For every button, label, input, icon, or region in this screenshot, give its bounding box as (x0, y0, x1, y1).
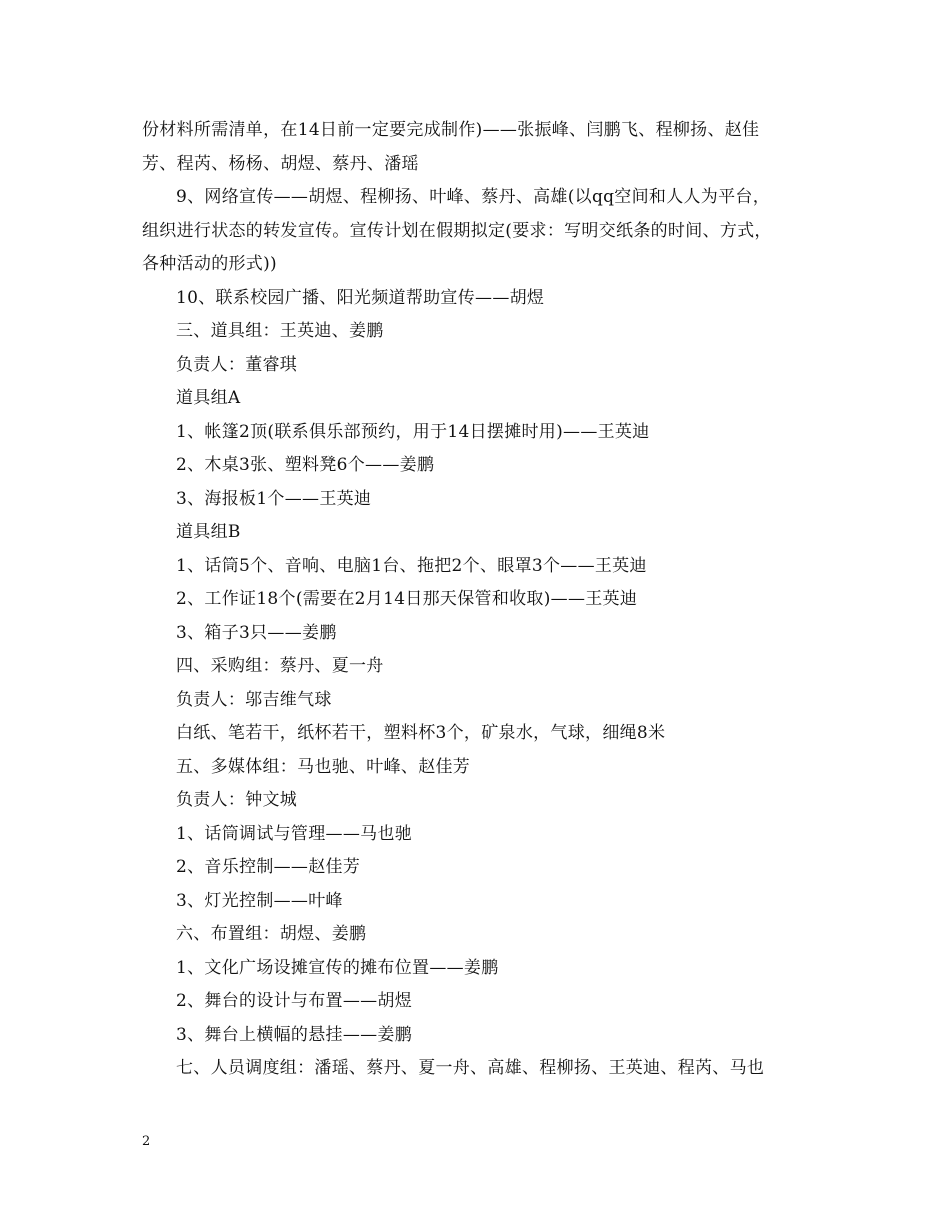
text-line: 2、木桌3张、塑料凳6个——姜鹏 (176, 455, 435, 475)
text-line: 五、多媒体组：马也驰、叶峰、赵佳芳 (176, 756, 471, 777)
text-line: 组织进行状态的转发宣传。宣传计划在假期拟定(要求：写明交纸条的时间、方式， (142, 220, 772, 241)
text-line: 道具组B (176, 522, 241, 542)
text-line: 3、灯光控制——叶峰 (176, 890, 343, 911)
text-line: 芳、程芮、杨杨、胡煜、蔡丹、潘瑶 (142, 153, 419, 174)
text-line: 四、采购组：蔡丹、夏一舟 (176, 656, 384, 676)
text-line: 3、舞台上横幅的悬挂——姜鹏 (176, 1024, 413, 1045)
text-line: 3、箱子3只——姜鹏 (176, 622, 337, 643)
text-line: 3、海报板1个——王英迪 (176, 488, 372, 509)
text-line: 三、道具组：王英迪、姜鹏 (176, 321, 384, 341)
text-line: 2、工作证18个(需要在2月14日那天保管和收取)——王英迪 (176, 589, 638, 609)
text-line: 1、话筒5个、音响、电脑1台、拖把2个、眼罩3个——王英迪 (176, 555, 647, 576)
text-line: 9、网络宣传——胡煜、程柳扬、叶峰、蔡丹、高雄(以qq空间和人人为平台， (176, 187, 771, 207)
text-line: 七、人员调度组：潘瑶、蔡丹、夏一舟、高雄、程柳扬、王英迪、程芮、马也 (176, 1058, 765, 1078)
text-line: 2、舞台的设计与布置——胡煜 (176, 991, 413, 1011)
text-line: 负责人：钟文城 (176, 790, 298, 810)
text-line: 份材料所需清单，在14日前一定要完成制作)——张振峰、闫鹏飞、程柳扬、赵佳 (142, 120, 760, 140)
text-line: 负责人：邬吉维气球 (176, 689, 332, 710)
text-line: 负责人：董睿琪 (176, 354, 298, 375)
text-line: 1、文化广场设摊宣传的摊布位置——姜鹏 (176, 957, 499, 978)
page-number: 2 (142, 1134, 151, 1149)
text-line: 道具组A (176, 388, 241, 408)
text-line: 1、帐篷2顶(联系俱乐部预约，用于14日摆摊时用)——王英迪 (176, 421, 650, 442)
text-line: 各种活动的形式)) (142, 254, 277, 274)
text-line: 六、布置组：胡煜、姜鹏 (176, 924, 367, 944)
text-line: 1、话筒调试与管理——马也驰 (176, 823, 413, 844)
text-line: 10、联系校园广播、阳光频道帮助宣传——胡煜 (176, 287, 545, 308)
document-body (142, 114, 822, 1086)
text-line: 白纸、笔若干，纸杯若干，塑料杯3个，矿泉水，气球，细绳8米 (176, 723, 666, 743)
text-line: 2、音乐控制——赵佳芳 (176, 857, 361, 877)
